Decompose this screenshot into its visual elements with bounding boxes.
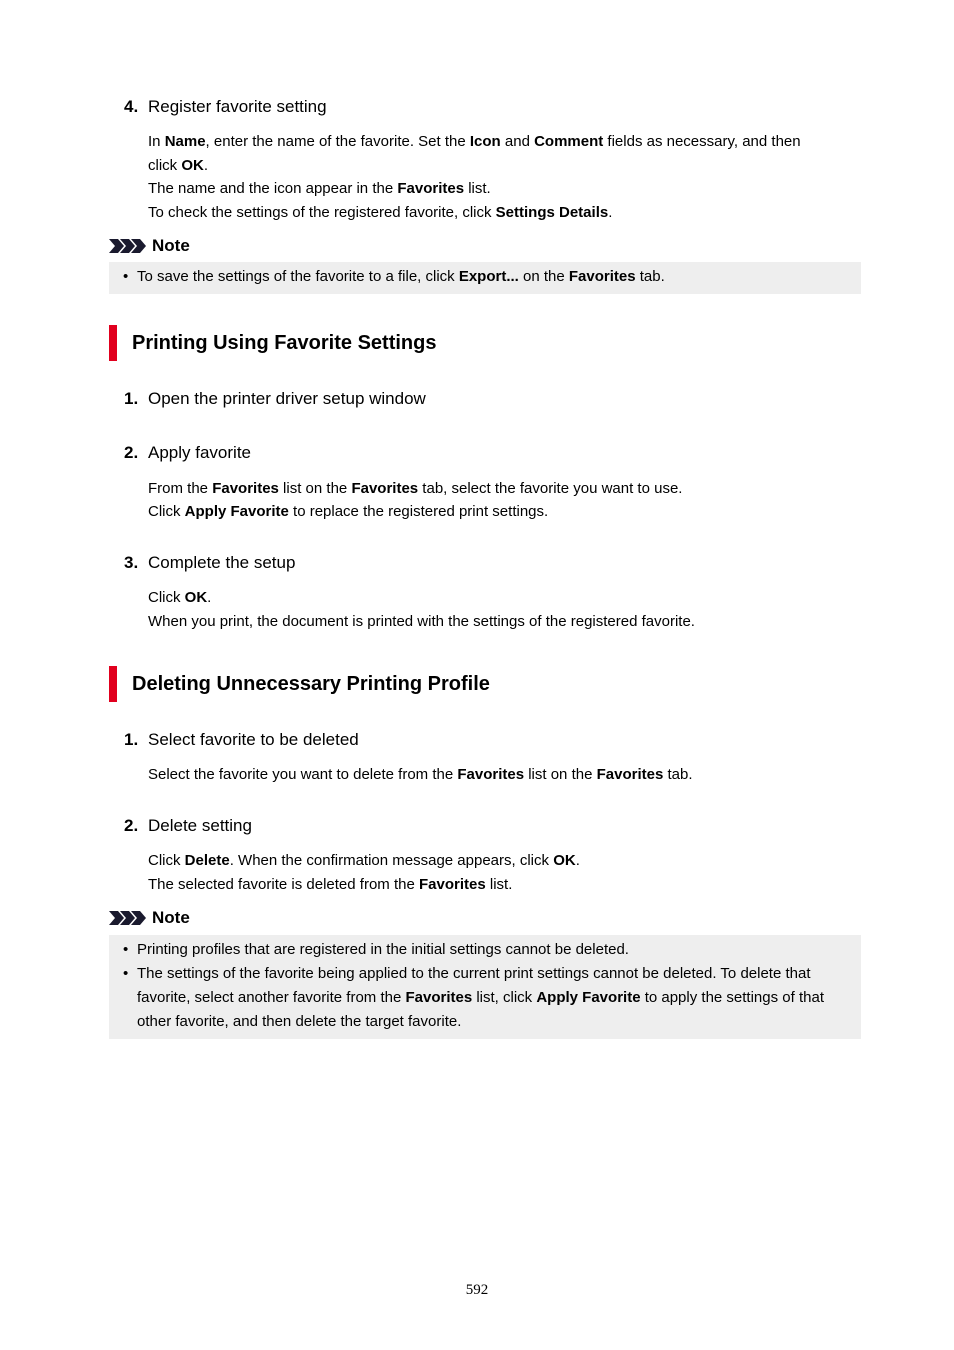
step-body-line: Click Apply Favorite to replace the registered print settings.: [148, 503, 549, 520]
section-heading: [109, 666, 490, 702]
step-body-line: To check the settings of the registered favorite, click Settings Details.: [148, 204, 613, 221]
note-icon: [109, 909, 147, 927]
step-number: 4.: [124, 97, 139, 116]
step-number: 3.: [124, 553, 139, 572]
section-heading: [109, 325, 436, 361]
page-number: 592: [465, 1282, 489, 1298]
step-title: Register favorite setting: [148, 97, 327, 116]
note-box: [109, 262, 861, 294]
note-item: • To save the settings of the favorite to a file, click Export... on the Favorites tab.: [109, 265, 861, 289]
step-title: Delete setting: [148, 816, 252, 835]
step-number: 1.: [124, 389, 139, 408]
bullet: •: [123, 965, 129, 982]
step-body-line: In Name, enter the name of the favorite. Set the Icon and Comment fields as necessary, and then: [148, 133, 801, 150]
step-title: Complete the setup: [148, 553, 296, 572]
section-title: Deleting Unnecessary Printing Profile: [132, 672, 490, 695]
step-body-line: Click OK.: [148, 589, 212, 606]
note-label: Note: [152, 908, 190, 927]
step-body-line: Click Delete. When the confirmation message appears, click OK.: [148, 852, 580, 869]
step-number: 2.: [124, 443, 139, 462]
note-item: • The settings of the favorite being applied to the current print settings cannot be deleted. To delete that favorite, select another favorite from the Favorites list, click Apply Favorite to apply the settings of that other favorite, and then delete the target favorite.: [109, 962, 861, 1034]
step-number: 2.: [124, 816, 139, 835]
step-body-line: The name and the icon appear in the Favorites list.: [148, 180, 491, 197]
step-body-line: click OK.: [148, 157, 209, 174]
step-body-line: Select the favorite you want to delete from the Favorites list on the Favorites tab.: [148, 766, 693, 783]
note-heading: [109, 235, 190, 257]
step-body-line: When you print, the document is printed with the settings of the registered favorite.: [148, 613, 695, 630]
step-title: Open the printer driver setup window: [148, 389, 426, 408]
note-item: • Printing profiles that are registered in the initial settings cannot be deleted.: [109, 938, 861, 962]
section-bar: [109, 325, 117, 361]
step-number: 1.: [124, 730, 139, 749]
step-title: Select favorite to be deleted: [148, 730, 359, 749]
note-box: [109, 935, 861, 1039]
note-icon: [109, 237, 147, 255]
step-body-line: From the Favorites list on the Favorites tab, select the favorite you want to use.: [148, 480, 683, 497]
section-bar: [109, 666, 117, 702]
step-body-line: The selected favorite is deleted from the Favorites list.: [148, 876, 513, 893]
note-label: Note: [152, 236, 190, 255]
section-title: Printing Using Favorite Settings: [132, 331, 437, 354]
note-heading: [109, 907, 190, 929]
bullet: •: [123, 941, 129, 958]
bullet: •: [123, 268, 129, 285]
step-title: Apply favorite: [148, 443, 251, 462]
